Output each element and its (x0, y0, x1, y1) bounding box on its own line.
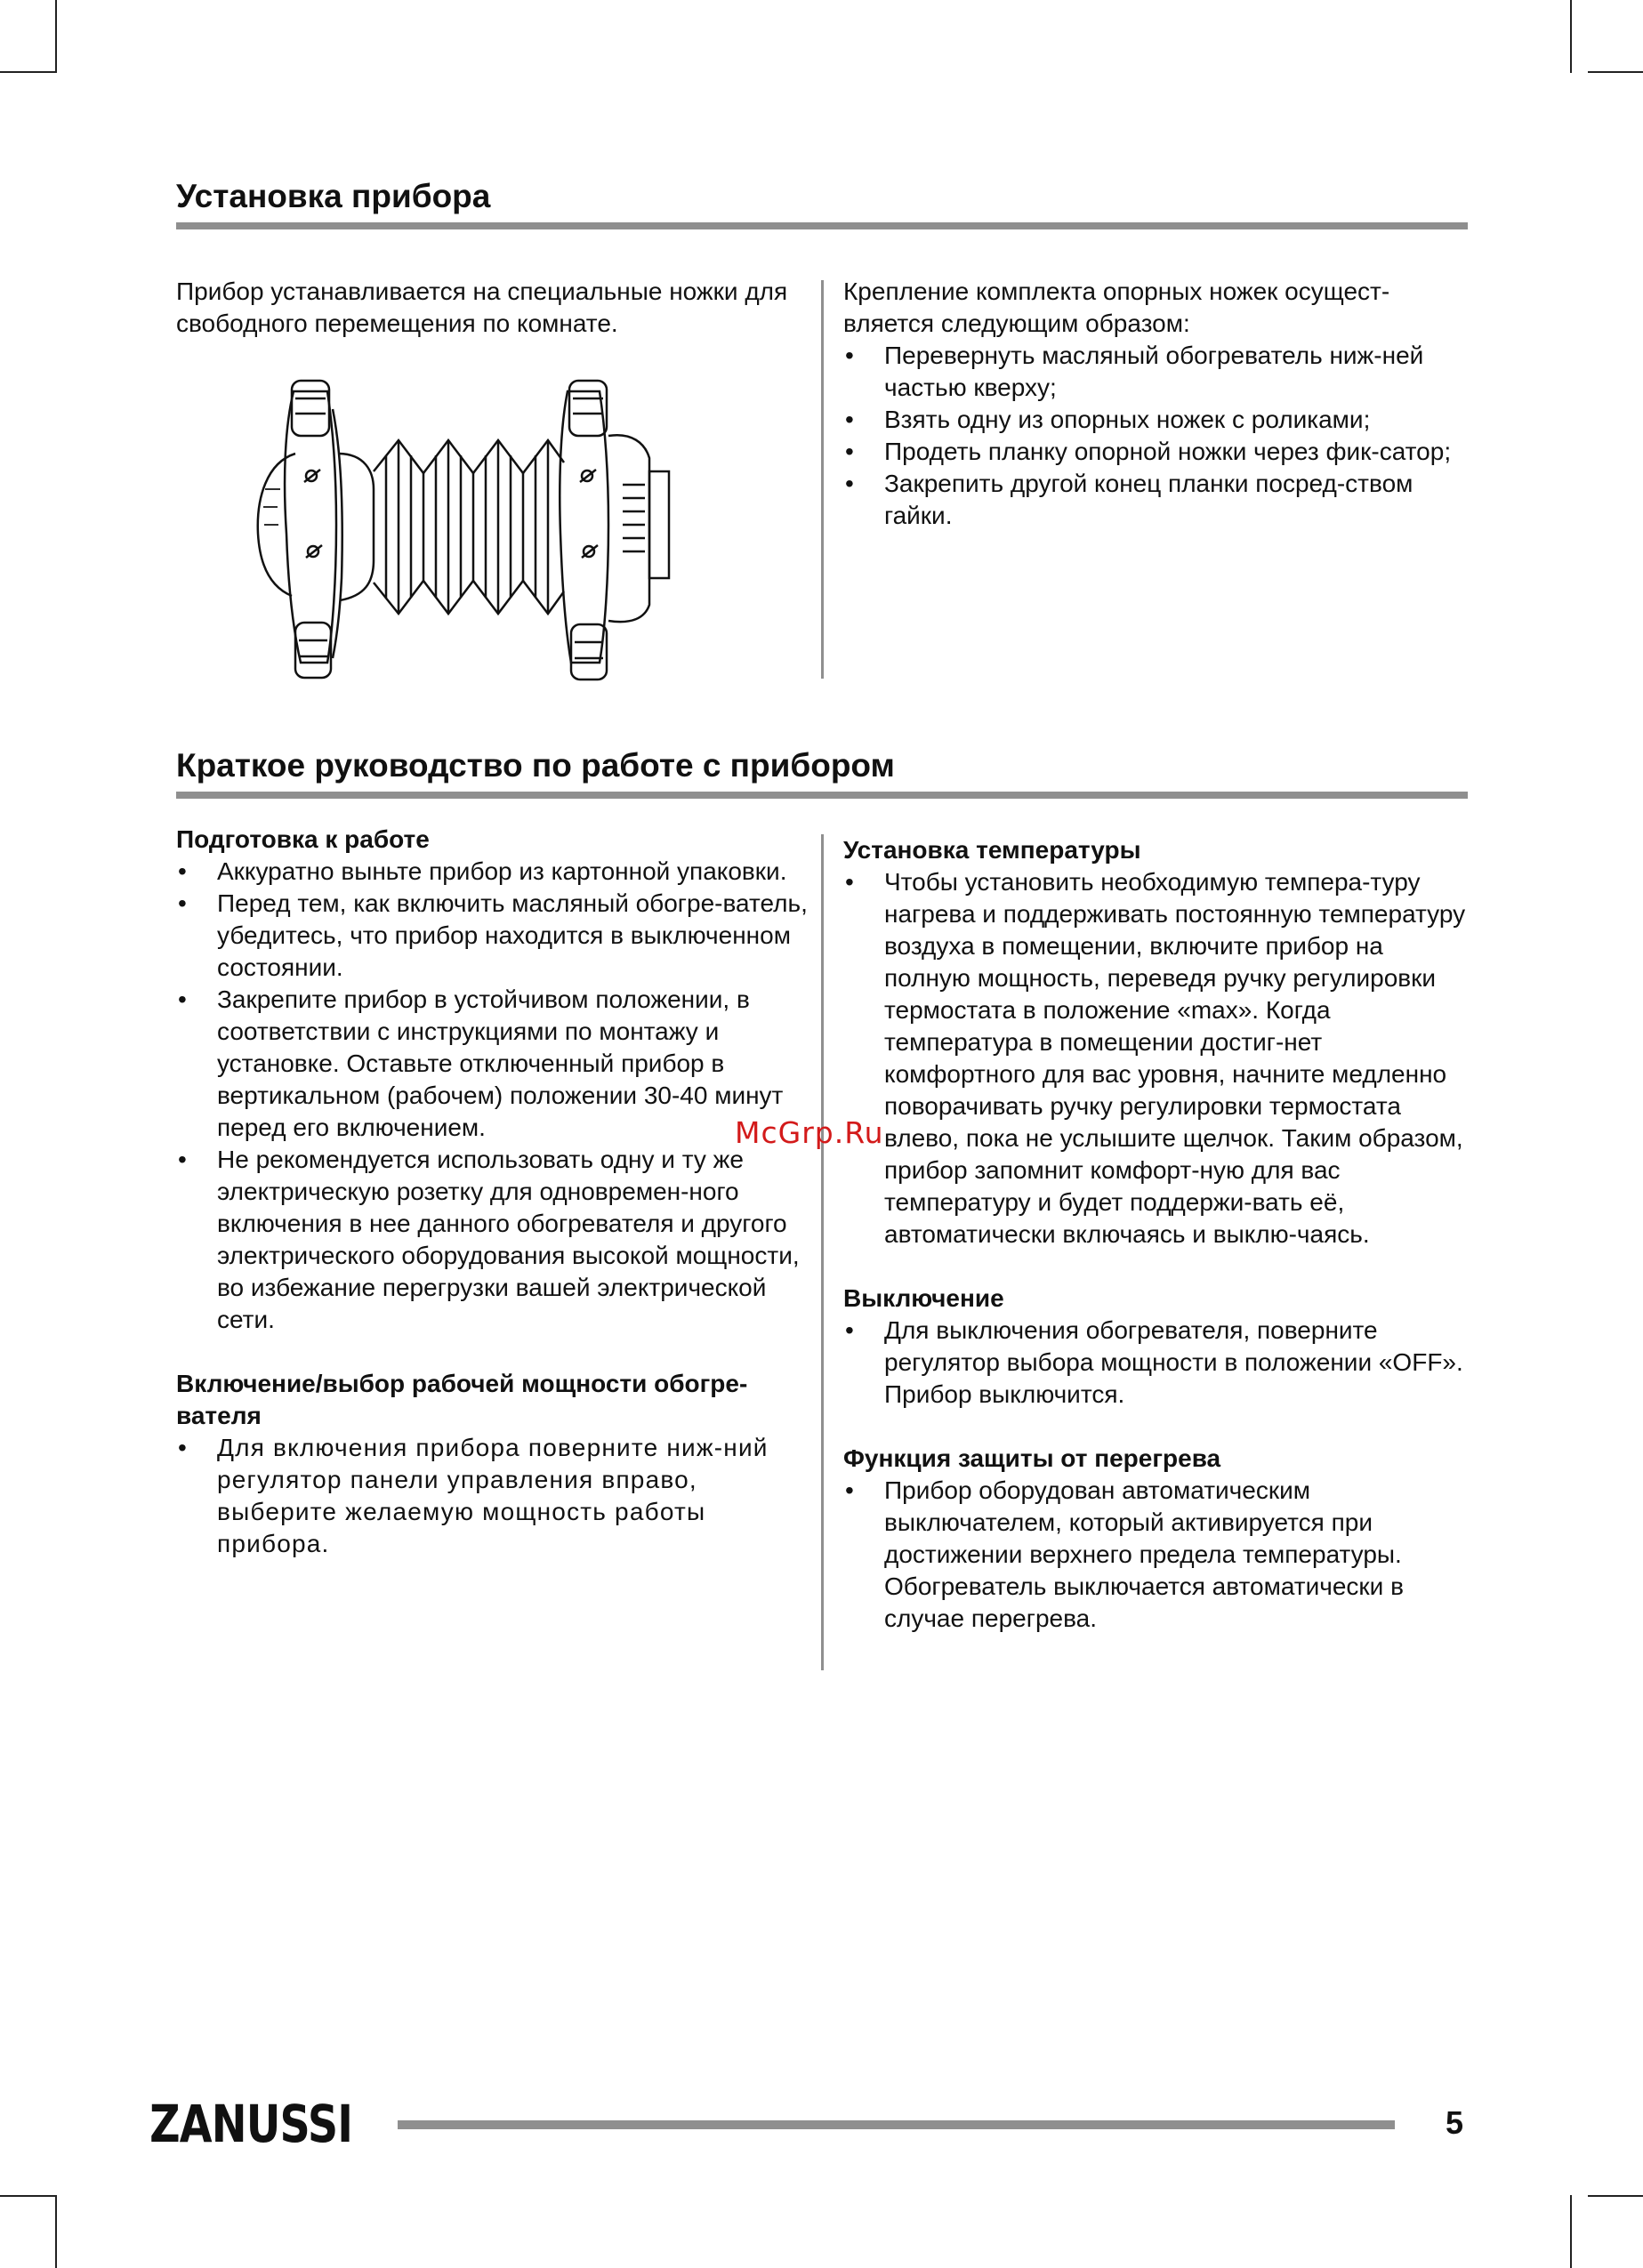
overheat-heading: Функция защиты от перегрева (843, 1444, 1221, 1472)
page-number: 5 (1446, 2104, 1464, 2141)
off-heading: Выключение (843, 1284, 1004, 1312)
section-title-quick-guide: Краткое руководство по работе с прибором (176, 747, 895, 784)
crop-mark (55, 2195, 57, 2268)
crop-mark (1570, 0, 1572, 73)
installation-intro-column (176, 276, 808, 340)
list-item: • Чтобы установить необходимую темпера-туру нагрева и поддерживать постоянную температуру воздуха в помещении, включите прибор на полную мощность, переведя ручку регулировки термостата в положение «max». Когда температура в помещении достиг-нет комфортного для вас уровня, начните медленно поворачивать ручку регулировки термостата влево, пока не услышите щелчок. Таким образом, прибор запомнит комфорт-ную для вас температуру и будет поддержи-вать её, автоматически включаясь и выклю-чаясь. (843, 866, 1470, 1251)
column-divider (821, 834, 824, 1670)
temp-heading: Установка температуры (843, 836, 1141, 864)
crop-mark (0, 2195, 55, 2197)
prep-list (176, 856, 808, 1336)
crop-mark (55, 0, 57, 73)
guide-right-column (843, 834, 1470, 1635)
section-rule (176, 222, 1468, 229)
crop-mark (1588, 2195, 1643, 2197)
list-item: • Аккуратно выньте прибор из картонной упаковки. (176, 856, 808, 888)
power-list (176, 1432, 808, 1560)
list-item: • Перед тем, как включить масляный обогре-ватель, убедитесь, что прибор находится в выключенном состоянии. (176, 888, 808, 984)
mounting-column (843, 276, 1470, 532)
power-heading: Включение/выбор рабочей мощности обогре-вателя (176, 1370, 748, 1429)
watermark: McGrp.Ru (735, 1115, 884, 1150)
list-item: • Закрепить другой конец планки посред-ством гайки. (843, 468, 1470, 532)
installation-intro: Прибор устанавливается на специальные ножки для свободного перемещения по комнате. (176, 277, 788, 337)
brand-logo: ZANUSSI (149, 2094, 353, 2154)
mounting-intro: Крепление комплекта опорных ножек осущест-вляется следующим образом: (843, 277, 1390, 337)
list-item: • Продеть планку опорной ножки через фик-сатор; (843, 436, 1470, 468)
list-item: • Для включения прибора поверните ниж-ний регулятор панели управления вправо, выберите желаемую мощность работы прибора. (176, 1432, 808, 1560)
list-item: • Закрепите прибор в устойчивом положении, в соответствии с инструкциями по монтажу и установке. Оставьте отключенный прибор в вертикальном (рабочем) положении 30-40 минут перед его включением. (176, 984, 808, 1144)
overheat-list (843, 1475, 1470, 1635)
heater-illustration (240, 374, 685, 685)
list-item: • Для выключения обогревателя, поверните регулятор выбора мощности в положении «OFF». Прибор выключится. (843, 1315, 1470, 1411)
temp-list (843, 866, 1470, 1251)
section-title-installation: Установка прибора (176, 178, 491, 214)
guide-left-column (176, 824, 808, 1560)
list-item: • Прибор оборудован автоматическим выключателем, который активируется при достижении верхнего предела температуры. Обогреватель выключается автоматически в случае перегрева. (843, 1475, 1470, 1635)
list-item: • Перевернуть масляный обогреватель ниж-ней частью кверху; (843, 340, 1470, 404)
crop-mark (1570, 2195, 1572, 2268)
mounting-steps-list (843, 340, 1470, 532)
column-divider (821, 280, 824, 679)
footer-rule (398, 2120, 1395, 2129)
list-item: • Не рекомендуется использовать одну и ту же электрическую розетку для одновремен-ного включения в нее данного обогревателя и другого электрического оборудования высокой мощности, во избежание перегрузки вашей электрической сети. (176, 1144, 808, 1336)
off-list (843, 1315, 1470, 1411)
crop-mark (1588, 71, 1643, 73)
crop-mark (0, 71, 55, 73)
section-rule (176, 792, 1468, 799)
prep-heading: Подготовка к работе (176, 825, 430, 853)
list-item: • Взять одну из опорных ножек с роликами; (843, 404, 1470, 436)
